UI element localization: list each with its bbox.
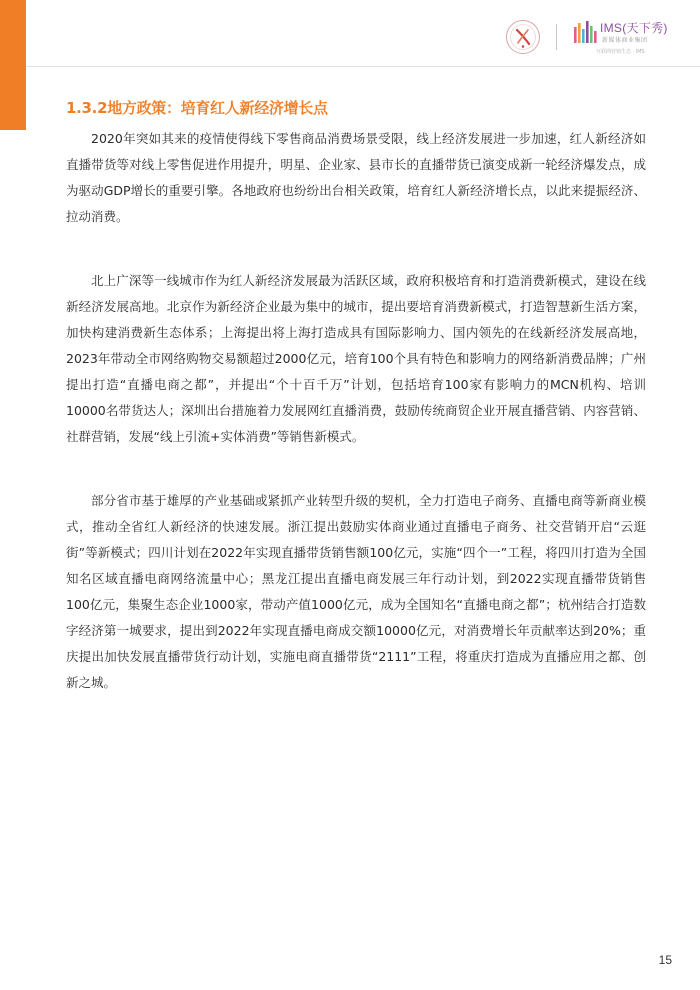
ims-logo: [574, 16, 674, 60]
section-title: 1.3.2地方政策：培育红人新经济增长点: [66, 99, 328, 117]
paragraph: 北上广深等一线城市作为红人新经济发展最为活跃区域，政府积极培育和打造消费新模式，建设在线新经济发展高地。北京作为新经济企业最为集中的城市，提出要培育消费新模式，打造智慧新生活方案，加快构建消费新生态体系；上海提出将上海打造成具有国际影响力、国内领先的在线新经济发展高地，2023年带动全市网络购物交易额超过2000亿元，培育100个具有特色和影响力的网络新消费品牌；广州提出打造“直播电商之都”，并提出“个十百千万”计划，包括培育100家有影响力的MCN机构、培训10000名带货达人；深圳出台措施着力发展网红直播消费，鼓励传统商贸企业开展直播营销、内容营销、社群营销，发展“线上引流+实体消费”等销售新模式。: [66, 273, 646, 444]
ims-logo-tagline: 互联网营销生态 · IMS: [596, 49, 645, 55]
ims-logo-text: IMS(天下秀): [600, 21, 668, 35]
ims-bars-icon: [574, 19, 598, 45]
orange-side-bar: [0, 0, 26, 130]
header-divider: [26, 66, 700, 67]
ims-logo-subtitle: 新媒体商业集团: [602, 37, 648, 44]
logo-separator: [556, 24, 557, 50]
page-number: 15: [658, 953, 672, 967]
body-text: [66, 126, 646, 734]
paragraph: 部分省市基于雄厚的产业基础或紧抓产业转型升级的契机，全力打造电子商务、直播电商等新商业模式，推动全省红人新经济的快速发展。浙江提出鼓励实体商业通过直播电子商务、社交营销开启“云逛街”等新模式；四川计划在2022年实现直播带货销售额100亿元，实施“四个一”工程，将四川打造为全国知名区域直播电商网络流量中心；黑龙江提出直播电商发展三年行动计划，到2022实现直播带货销售100亿元，集聚生态企业1000家，带动产值1000亿元，成为全国知名“直播电商之都”；杭州结合打造数字经济第一城要求，提出到2022年实现直播电商成交额10000亿元，对消费增长年贡献率达到20%；重庆提出加快发展直播带货行动计划，实施电商直播带货“2111”工程，将重庆打造成为直播应用之都、创新之城。: [66, 493, 646, 690]
paragraph: 2020年突如其来的疫情使得线下零售商品消费场景受限，线上经济发展进一步加速，红人新经济如直播带货等对线上零售促进作用提升，明星、企业家、县市长的直播带货已演变成新一轮经济爆发点，成为驱动GDP增长的重要引擎。各地政府也纷纷出台相关政策，培育红人新经济增长点，以此来提振经济、拉动消费。: [66, 131, 646, 224]
seal-logo-icon: [505, 19, 541, 55]
